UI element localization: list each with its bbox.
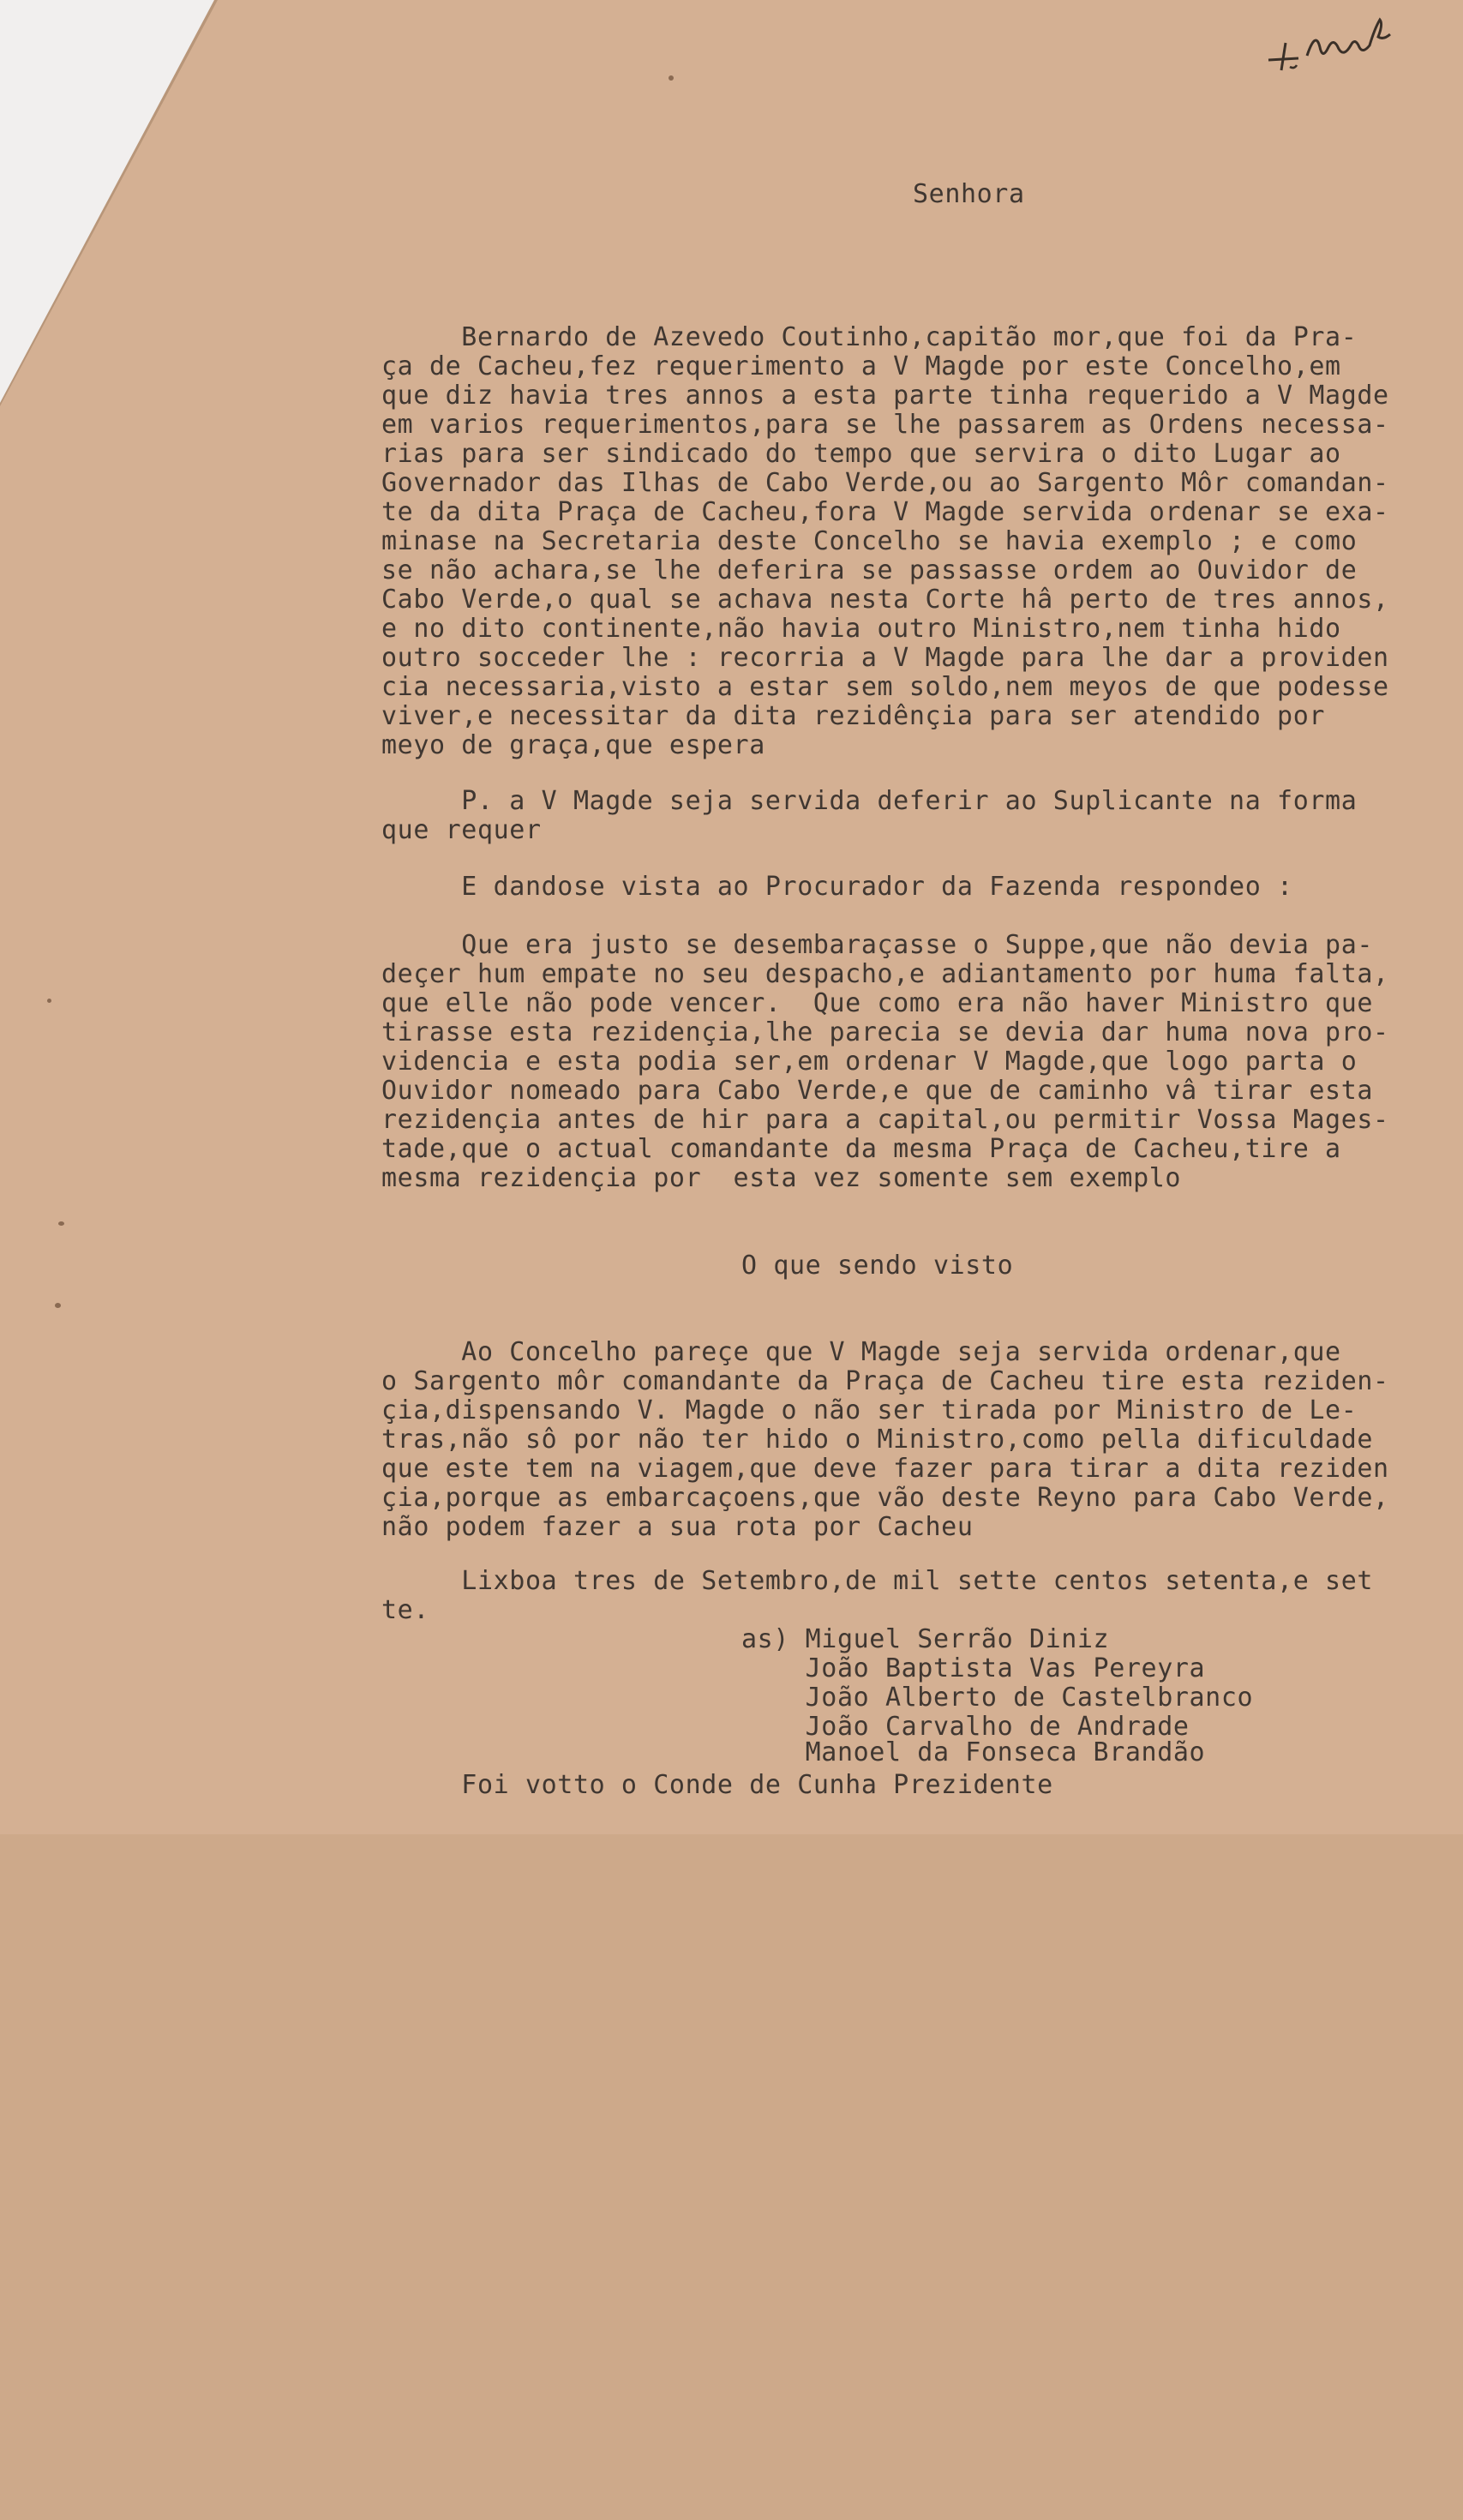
text-line: P. a V Magde seja servida deferir ao Suplicante na forma — [381, 786, 1358, 816]
subheading: O que sendo visto — [741, 1251, 1014, 1281]
text-line: que diz havia tres annos a esta parte tinha requerido a V Magde — [381, 381, 1389, 411]
text-line: meyo de graça,que espera — [381, 730, 765, 760]
text-line: rezidençia antes de hir para a capital,ou permitir Vossa Mages- — [381, 1105, 1389, 1135]
text-line: tade,que o actual comandante da mesma Praça de Cacheu,tire a — [381, 1134, 1341, 1164]
text-line: em varios requerimentos,para se lhe passarem as Ordens necessa- — [381, 410, 1389, 440]
paragraph-petition — [0, 150, 1463, 760]
text-line: viver,e necessitar da dita rezidênçia para ser atendido por — [381, 701, 1326, 731]
text-line: que requer — [381, 815, 542, 845]
signature-line: as) Miguel Serrão Diniz — [741, 1624, 1110, 1654]
text-line: te. — [381, 1595, 429, 1625]
text-line: tirasse esta rezidençia,lhe parecia se devia dar huma nova pro- — [381, 1017, 1389, 1047]
text-line: çia,dispensando V. Magde o não ser tirada por Ministro de Le- — [381, 1395, 1358, 1425]
text-line: Governador das Ilhas de Cabo Verde,ou ao Sargento Môr comandan- — [381, 468, 1389, 498]
signature-line: João Baptista Vas Pereyra — [741, 1653, 1206, 1683]
text-line: deçer hum empate no seu despacho,e adiantamento por huma falta, — [381, 959, 1389, 989]
text-line: cia necessaria,visto a estar sem soldo,nem meyos de que podesse — [381, 672, 1389, 702]
text-line: Cabo Verde,o qual se achava nesta Corte hâ perto de tres annos, — [381, 585, 1389, 615]
text-line: outro socceder lhe : recorria a V Magde para lhe dar a providen — [381, 643, 1389, 673]
text-line: te da dita Praça de Cacheu,fora V Magde servida ordenar se exa- — [381, 497, 1389, 527]
text-line: não podem fazer a sua rota por Cacheu — [381, 1512, 974, 1542]
text-line: Que era justo se desembaraçasse o Suppe,que não devia pa- — [381, 930, 1374, 960]
paragraph-request — [0, 750, 1463, 870]
text-line: Ouvidor nomeado para Cabo Verde,e que de caminho vâ tirar esta — [381, 1076, 1374, 1106]
signature-line: Manoel da Fonseca Brandão — [741, 1737, 1206, 1767]
heading: Senhora — [913, 179, 1025, 209]
signature-line: João Carvalho de Andrade — [741, 1712, 1190, 1742]
text-line: se não achara,se lhe deferira se passasse ordem ao Ouvidor de — [381, 555, 1358, 585]
text-line: Ao Concelho pareçe que V Magde seja servida ordenar,que — [381, 1337, 1341, 1367]
text-line: çia,porque as embarcaçoens,que vão deste Reyno para Cabo Verde, — [381, 1483, 1389, 1513]
closing-line: Foi votto o Conde de Cunha Prezidente — [381, 1770, 1053, 1800]
text-line: que elle não pode vencer. Que como era não haver Ministro que — [381, 988, 1374, 1018]
text-line: minase na Secretaria deste Concelho se havia exemplo ; e como — [381, 526, 1358, 556]
text-line: E dandose vista ao Procurador da Fazenda respondeo : — [381, 872, 1293, 902]
text-line: ça de Cacheu,fez requerimento a V Magde por este Concelho,em — [381, 351, 1341, 381]
text-line: e no dito continente,não havia outro Ministro,nem tinha hido — [381, 614, 1341, 644]
text-line: Bernardo de Azevedo Coutinho,capitão mor,que foi da Pra- — [381, 322, 1358, 352]
text-line: rias para ser sindicado do tempo que servira o dito Lugar ao — [381, 439, 1341, 469]
text-line: Lixboa tres de Setembro,de mil sette centos setenta,e set — [381, 1566, 1374, 1596]
text-line: mesma rezidençia por esta vez somente sem exemplo — [381, 1163, 1182, 1193]
text-line: videncia e esta podia ser,em ordenar V Magde,que logo parta o — [381, 1047, 1358, 1077]
text-line: que este tem na viagem,que deve fazer para tirar a dita reziden — [381, 1454, 1389, 1484]
signature-line: João Alberto de Castelbranco — [741, 1683, 1254, 1713]
text-line: tras,não sô por não ter hido o Ministro,como pella dificuldade — [381, 1425, 1374, 1455]
text-line: o Sargento môr comandante da Praça de Cacheu tire esta reziden- — [381, 1366, 1389, 1396]
